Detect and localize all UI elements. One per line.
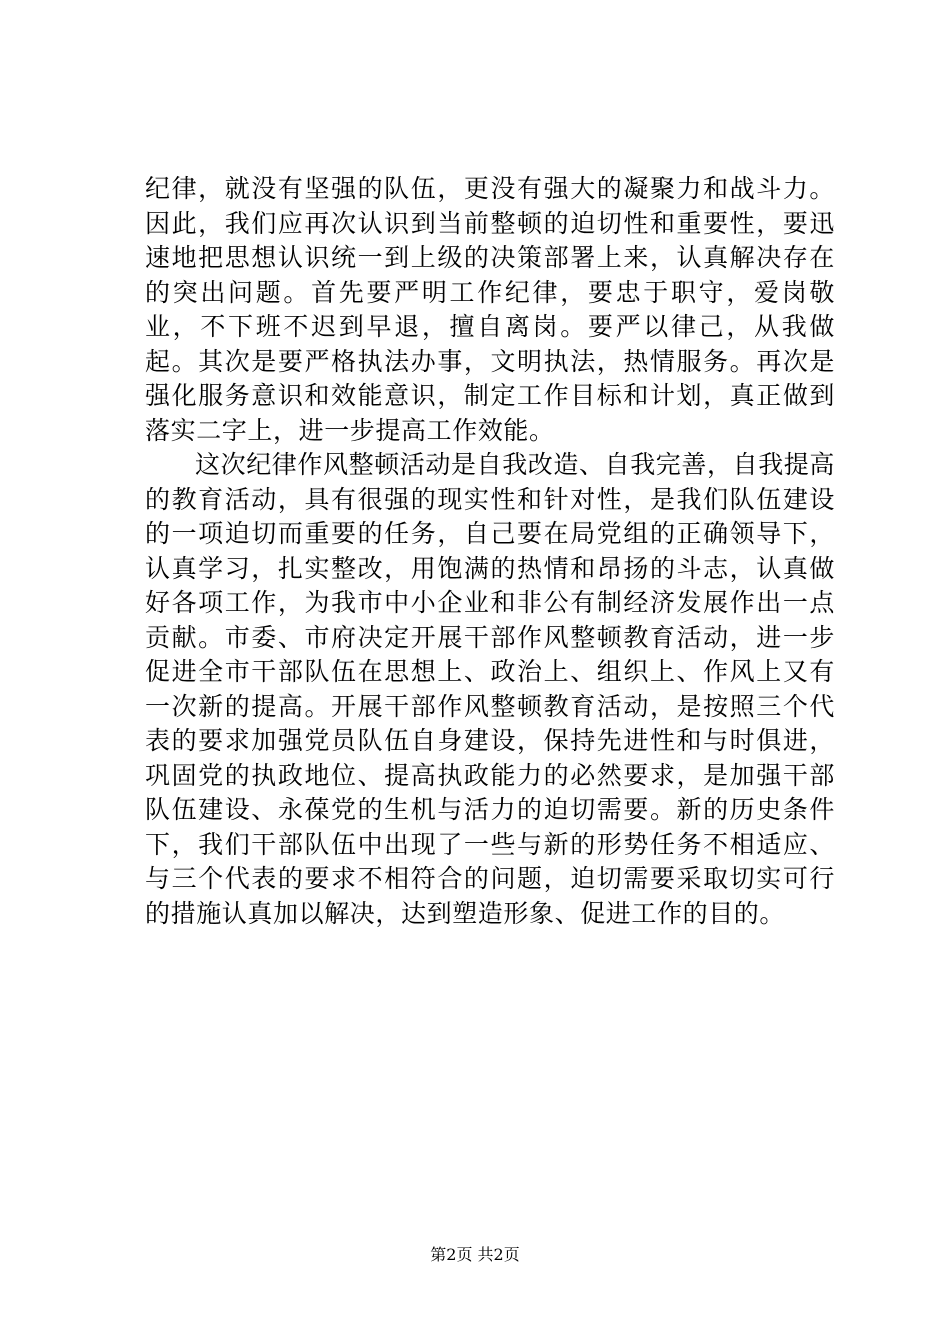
paragraph-continuation: 纪律，就没有坚强的队伍，更没有强大的凝聚力和战斗力。因此，我们应再次认识到当前整顿的迫切性和重要性，要迅速地把思想认识统一到上级的决策部署上来，认真解决存在的突出问题。首先要严明工作纪律，要忠于职守，爱岗敬业，不下班不迟到早退，擅自离岗。要严以律己，从我做起。其次是要严格执法办事，文明执法，热情服务。再次是强化服务意识和效能意识，制定工作目标和计划，真正做到落实二字上，进一步提高工作效能。 (145, 174, 835, 445)
paragraph-rectification-activity: 这次纪律作风整顿活动是自我改造、自我完善，自我提高的教育活动，具有很强的现实性和针对性，是我们队伍建设的一项迫切而重要的任务，自己要在局党组的正确领导下，认真学习，扎实整改，用饱满的热情和昂扬的斗志，认真做好各项工作，为我市中小企业和非公有制经济发展作出一点贡献。市委、市府决定开展干部作风整顿教育活动，进一步促进全市干部队伍在思想上、政治上、组织上、作风上又有一次新的提高。开展干部作风整顿教育活动，是按照三个代表的要求加强党员队伍自身建设，保持先进性和与时俱进，巩固党的执政地位、提高执政能力的必然要求，是加强干部队伍建设、永葆党的生机与活力的迫切需要。新的历史条件下，我们干部队伍中出现了一些与新的形势任务不相适应、与三个代表的要求不相符合的问题，迫切需要采取切实可行的措施认真加以解决，达到塑造形象、促进工作的目的。 (145, 450, 836, 928)
page-number-footer: 第2页 共2页 (430, 1245, 520, 1264)
document-body (145, 172, 835, 931)
